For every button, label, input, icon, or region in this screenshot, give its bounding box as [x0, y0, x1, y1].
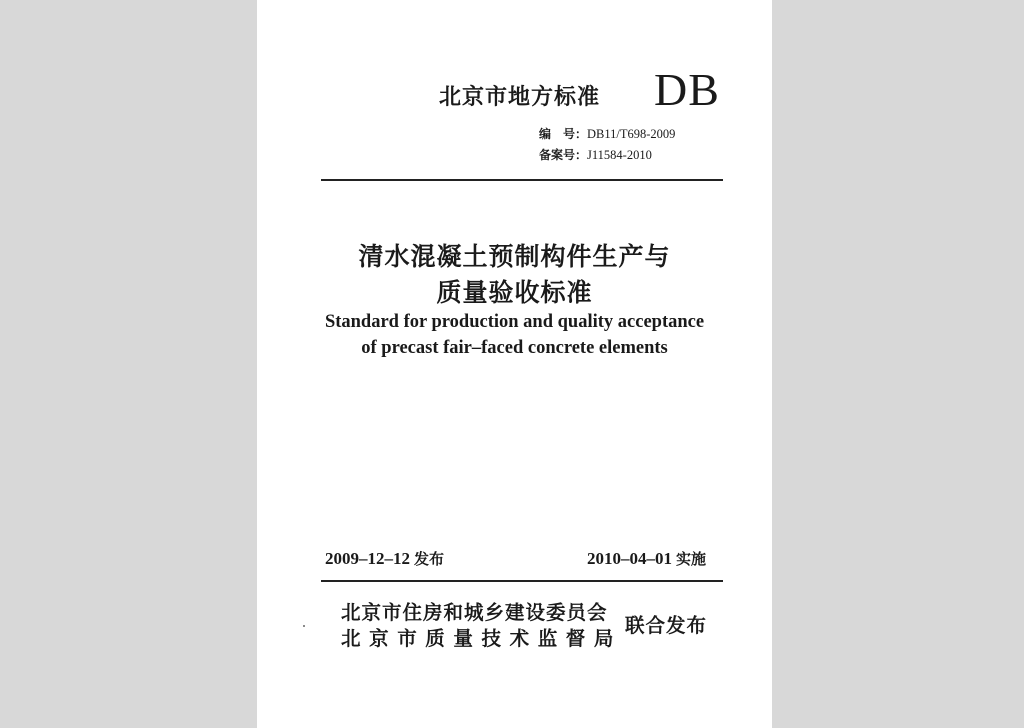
- issue-date-value: 2009–12–12: [325, 549, 410, 568]
- implementation-date: [587, 548, 706, 569]
- issue-date-suffix: 发布: [414, 550, 445, 568]
- record-number-label: 备案号：: [539, 148, 588, 162]
- title-chinese-line-2: 质量验收标准: [436, 278, 593, 307]
- standard-code-label: 编 号：: [539, 127, 588, 141]
- scan-speck: [303, 625, 305, 627]
- issuer-line-1: 北京市住房和城乡建设委员会: [341, 601, 608, 624]
- record-number-row: [539, 146, 652, 163]
- issuer-line-2: 北京市质量技术监督局: [341, 627, 623, 650]
- implementation-date-value: 2010–04–01: [587, 549, 672, 568]
- joint-release-label: 联合发布: [625, 614, 708, 637]
- title-english-line-1: Standard for production and quality acceptance: [324, 312, 705, 332]
- db-mark: DB: [654, 64, 720, 115]
- title-chinese-line-1: 清水混凝土预制构件生产与: [358, 242, 671, 271]
- record-number-value: J11584-2010: [587, 148, 652, 162]
- standard-type-heading: 北京市地方标准: [439, 85, 601, 110]
- bottom-divider: [321, 580, 723, 582]
- standard-code-row: [539, 125, 675, 142]
- standard-code-value: DB11/T698-2009: [587, 127, 676, 141]
- implementation-date-suffix: 实施: [676, 550, 707, 568]
- issue-date: [325, 548, 444, 569]
- top-divider: [321, 179, 723, 181]
- title-english-line-2: of precast fair–faced concrete elements: [361, 338, 668, 358]
- document-cover-page: [257, 0, 772, 728]
